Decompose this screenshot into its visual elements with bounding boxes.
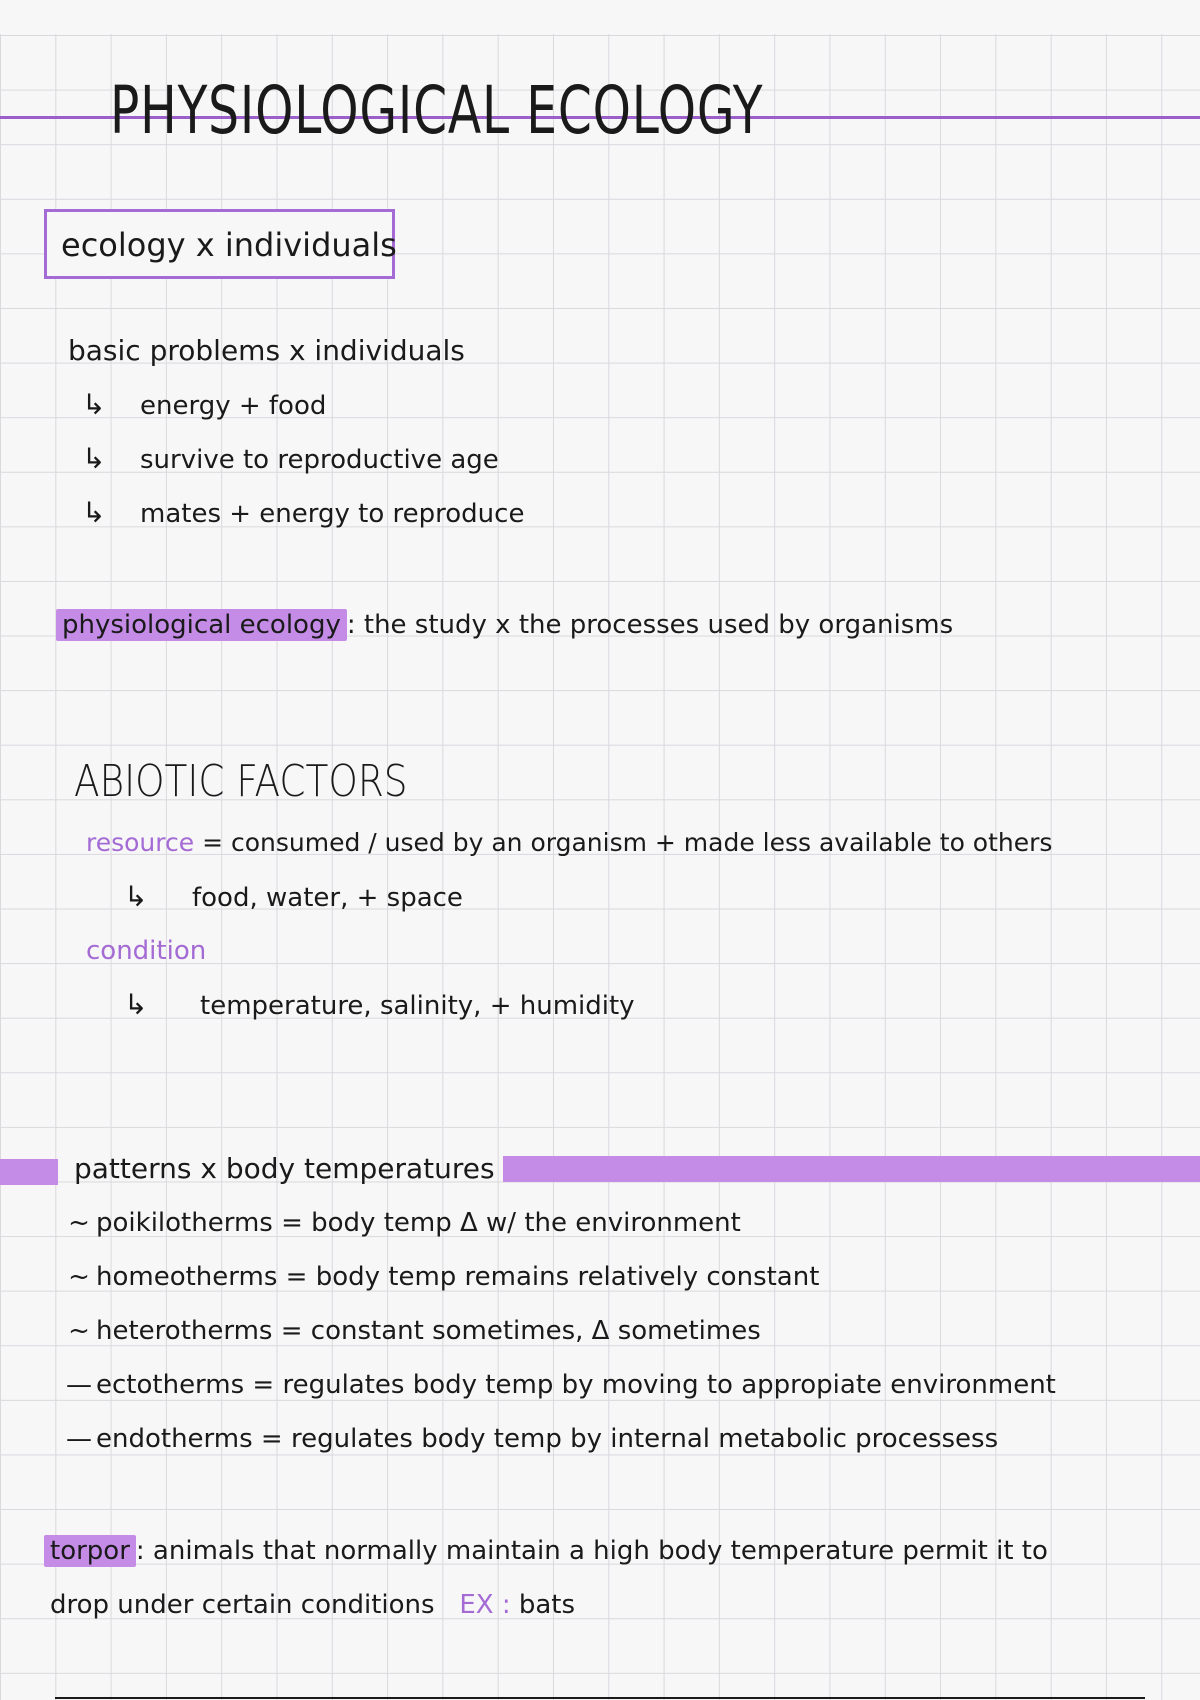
torpor-line xyxy=(44,1536,1048,1566)
boxed-heading-text: ecology x individuals xyxy=(61,226,397,264)
hook-arrow-icon: ↳ xyxy=(82,442,106,475)
section-heading-abiotic: ABIOTIC FACTORS xyxy=(74,756,408,807)
list-item: ~ poikilotherms = body temp Δ w/ the environment xyxy=(62,1208,741,1238)
list-item: ↳ mates + energy to reproduce xyxy=(82,496,525,529)
list-item: ↳ food, water, + space xyxy=(124,880,463,913)
highlight-bar-right xyxy=(503,1156,1200,1182)
definition-text: : the study x the processes used by organisms xyxy=(346,610,954,640)
resource-line xyxy=(86,828,1052,857)
example-value: bats xyxy=(518,1590,576,1620)
torpor-definition-1: : animals that normally maintain a high body temperature permit it to xyxy=(135,1536,1048,1566)
boxed-heading xyxy=(44,209,395,279)
hook-arrow-icon: ↳ xyxy=(82,496,106,529)
dash-bullet-icon: — xyxy=(66,1424,92,1454)
list-item: ~ heterotherms = constant sometimes, Δ sometimes xyxy=(62,1316,761,1346)
highlight-bar-left xyxy=(0,1159,58,1185)
resource-term: resource xyxy=(86,828,195,857)
list-item: ↳ energy + food xyxy=(82,388,327,421)
definition-line xyxy=(56,610,953,640)
list-item: — ectotherms = regulates body temp by moving to appropiate environment xyxy=(62,1370,1056,1400)
example-label: EX : xyxy=(459,1590,511,1620)
tilde-bullet-icon: ~ xyxy=(68,1208,90,1238)
highlighted-term: physiological ecology xyxy=(56,609,347,641)
hook-arrow-icon: ↳ xyxy=(124,988,148,1021)
hook-arrow-icon: ↳ xyxy=(82,388,106,421)
tilde-bullet-icon: ~ xyxy=(68,1316,90,1346)
condition-term: condition xyxy=(86,936,207,966)
hook-arrow-icon: ↳ xyxy=(124,880,148,913)
dash-bullet-icon: — xyxy=(66,1370,92,1400)
bottom-rule xyxy=(55,1697,1145,1699)
tilde-bullet-icon: ~ xyxy=(68,1262,90,1292)
body-temp-heading: patterns x body temperatures xyxy=(74,1152,495,1185)
page-title: PHYSIOLOGICAL ECOLOGY xyxy=(110,72,764,149)
page-top-margin xyxy=(0,0,1200,34)
list-item: — endotherms = regulates body temp by internal metabolic processess xyxy=(62,1424,998,1454)
list-item: ↳ temperature, salinity, + humidity xyxy=(124,988,635,1021)
list-item: ~ homeotherms = body temp remains relatively constant xyxy=(62,1262,819,1292)
torpor-line-2 xyxy=(50,1590,575,1620)
torpor-definition-2: drop under certain conditions xyxy=(50,1590,435,1620)
highlighted-term: torpor xyxy=(44,1535,136,1567)
list-item: ↳ survive to reproductive age xyxy=(82,442,499,475)
resource-definition: = consumed / used by an organism + made less available to others xyxy=(202,828,1053,857)
basic-problems-heading: basic problems x individuals xyxy=(68,334,465,367)
